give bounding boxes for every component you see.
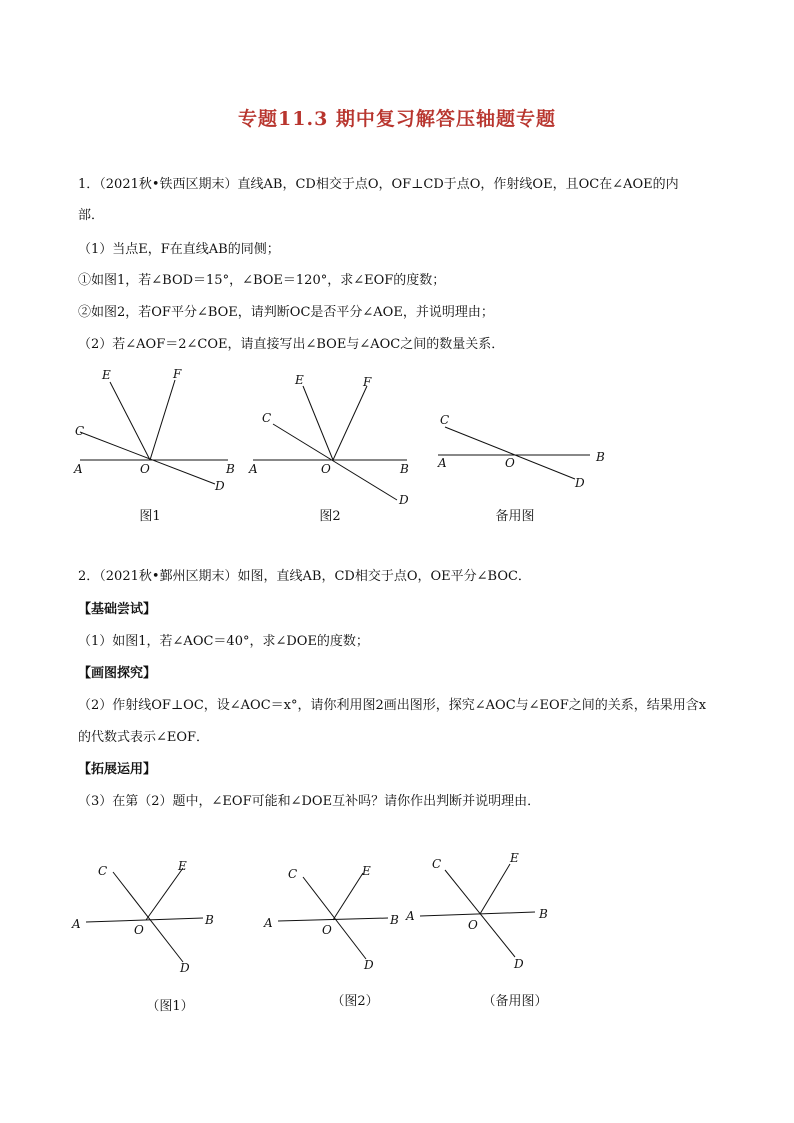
q2-caption-spare: （备用图） bbox=[482, 994, 548, 1009]
q1-figure-2 bbox=[245, 362, 420, 512]
label-a: A bbox=[438, 456, 447, 470]
label-b: B bbox=[400, 462, 409, 476]
q2-part3: （3）在第（2）题中，∠EOF可能和∠DOE互补吗？请你作出判断并说明理由． bbox=[78, 794, 541, 809]
q1-part1: （1）当点E，F在直线AB的同侧； bbox=[78, 242, 280, 257]
q2-stem: 2．（2021秋•鄞州区期末）如图，直线AB，CD相交于点O，OE平分∠BOC． bbox=[78, 569, 531, 584]
label-b: B bbox=[539, 907, 548, 921]
label-o: O bbox=[321, 462, 331, 476]
label-d: D bbox=[575, 476, 585, 490]
label-c: C bbox=[262, 411, 272, 425]
label-d: D bbox=[364, 958, 374, 972]
q2-figure-2 bbox=[258, 855, 418, 980]
q1-figure-spare bbox=[430, 405, 615, 495]
q1-part1a: ①如图1，若∠BOD＝15°，∠BOE＝120°，求∠EOF的度数； bbox=[78, 273, 446, 288]
label-a: A bbox=[74, 462, 83, 476]
label-d: D bbox=[399, 493, 409, 507]
label-b: B bbox=[596, 450, 605, 464]
q1-stem-line2: 部． bbox=[78, 208, 105, 223]
q2-figure-1 bbox=[68, 850, 228, 980]
q2-figure-spare bbox=[400, 842, 575, 977]
label-a: A bbox=[406, 909, 415, 923]
label-f: F bbox=[363, 375, 372, 389]
q2-heading-apply: 【拓展运用】 bbox=[78, 762, 157, 777]
q2-caption-1: （图1） bbox=[146, 999, 194, 1014]
label-e: E bbox=[295, 373, 304, 387]
label-c: C bbox=[98, 864, 108, 878]
q2-caption-2: （图2） bbox=[331, 994, 379, 1009]
label-c: C bbox=[75, 424, 85, 438]
q2-part2-line2: 的代数式表示∠EOF． bbox=[78, 730, 210, 745]
label-a: A bbox=[264, 916, 273, 930]
label-c: C bbox=[440, 413, 450, 427]
label-e: E bbox=[510, 851, 519, 865]
label-d: D bbox=[180, 961, 190, 975]
q1-caption-1: 图1 bbox=[139, 509, 161, 524]
q2-part1: （1）如图1，若∠AOC＝40°，求∠DOE的度数； bbox=[78, 634, 369, 649]
q2-heading-basic: 【基础尝试】 bbox=[78, 602, 157, 617]
label-a: A bbox=[249, 462, 258, 476]
label-e: E bbox=[102, 368, 111, 382]
q1-stem-line1: 1．（2021秋•铁西区期末）直线AB，CD相交于点O，OF⊥CD于点O，作射线OE，且OC在∠AOE的内 bbox=[78, 177, 679, 192]
label-e: E bbox=[178, 859, 187, 873]
label-o: O bbox=[322, 923, 332, 937]
label-o: O bbox=[468, 918, 478, 932]
label-a: A bbox=[72, 917, 81, 931]
label-b: B bbox=[226, 462, 235, 476]
q2-heading-explore: 【画图探究】 bbox=[78, 666, 157, 681]
label-b: B bbox=[390, 913, 399, 927]
label-c: C bbox=[432, 857, 442, 871]
q1-caption-2: 图2 bbox=[319, 509, 341, 524]
label-f: F bbox=[173, 367, 182, 381]
label-o: O bbox=[140, 462, 150, 476]
label-b: B bbox=[205, 913, 214, 927]
label-d: D bbox=[215, 479, 225, 492]
label-e: E bbox=[362, 864, 371, 878]
label-c: C bbox=[288, 867, 298, 881]
q1-part1b: ②如图2，若OF平分∠BOE，请判断OC是否平分∠AOE，并说明理由； bbox=[78, 305, 494, 320]
q1-caption-spare: 备用图 bbox=[495, 509, 535, 524]
q2-part2-line1: （2）作射线OF⊥OC，设∠AOC＝x°，请你利用图2画出图形，探究∠AOC与∠EOF之间的关系，结果用含x bbox=[78, 698, 707, 713]
page-title: 专题11.3 期中复习解答压轴题专题 bbox=[238, 108, 556, 130]
q1-part2: （2）若∠AOF＝2∠COE，请直接写出∠BOE与∠AOC之间的数量关系． bbox=[78, 337, 505, 352]
label-o: O bbox=[134, 923, 144, 937]
label-o: O bbox=[505, 456, 515, 470]
label-d: D bbox=[514, 957, 524, 971]
q1-figure-1 bbox=[70, 362, 240, 492]
